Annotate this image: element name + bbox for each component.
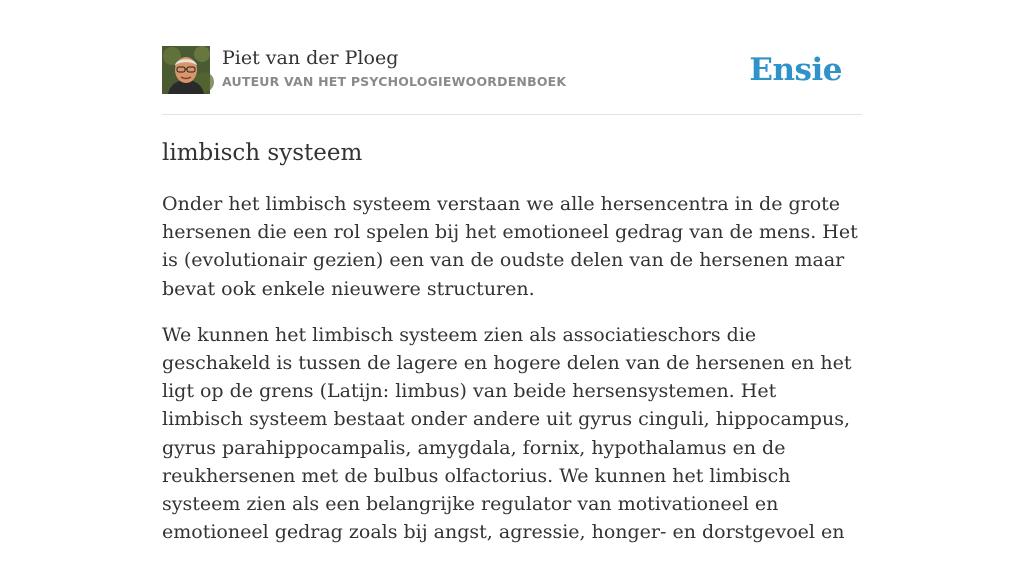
- paragraph: We kunnen het limbisch systeem zien als associatieschors die geschakeld is tussen de lagere en hogere delen van de hersenen en het ligt op de grens (Latijn: limbus) van beide hersensystemen. Het limbisch systeem bestaat onder andere uit gyrus cinguli, hippocampus, gyrus parahippocampalis, amygdala, fornix, hypothalamus en de reukhersenen met de bulbus olfactorius. We kunnen het limbisch systeem zien als een belangrijke regulator van motivationeel en emotioneel gedrag zoals bij angst, agressie, honger- en dorstgevoel en: [162, 323, 852, 544]
- article-body: [162, 190, 862, 564]
- author-header: [162, 46, 862, 115]
- paragraph: Onder het limbisch systeem verstaan we alle hersencentra in de grote hersenen die een rol spelen bij het emotioneel gedrag van de mens. Het is (evolutionair gezien) een van de oudste delen van de hersenen maar bevat ook enkele nieuwere structuren.: [162, 193, 858, 300]
- ensie-logo[interactable]: Ensie: [749, 52, 842, 88]
- author-avatar[interactable]: [162, 46, 210, 94]
- author-subtitle: AUTEUR VAN HET PSYCHOLOGIEWOORDENBOEK: [222, 74, 567, 89]
- term-title: limbisch systeem: [162, 140, 363, 166]
- author-photo: [162, 46, 210, 94]
- author-name[interactable]: Piet van der Ploeg: [222, 47, 399, 69]
